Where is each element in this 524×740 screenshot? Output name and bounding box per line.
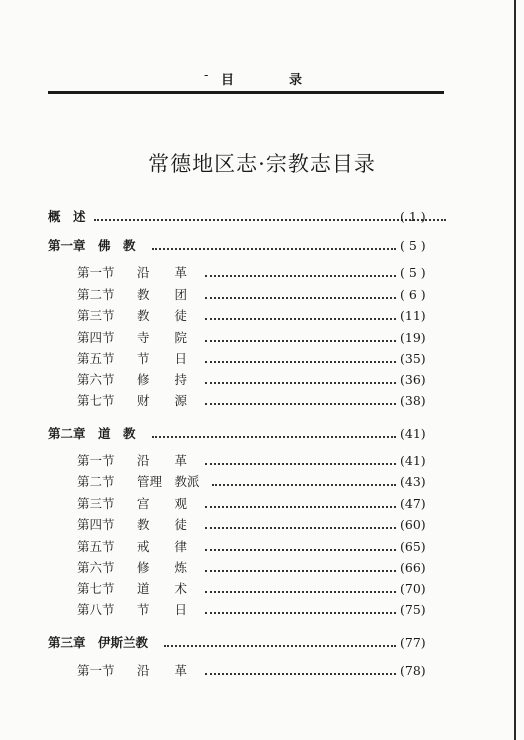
section-number: 第六节	[77, 560, 115, 575]
section-name: 节 日	[137, 602, 188, 617]
section-page: (66)	[400, 560, 426, 575]
section-page: ( 5 )	[400, 265, 426, 280]
section-number: 第八节	[77, 602, 115, 617]
page-edge-line	[514, 0, 516, 740]
leader-dots	[205, 661, 396, 675]
section-number: 第二节	[77, 474, 115, 489]
leader-dots	[164, 633, 396, 647]
section-number: 第五节	[77, 539, 115, 554]
section-name: 道 术	[137, 581, 188, 596]
section-page: (35)	[400, 351, 426, 366]
toc-section	[77, 537, 446, 557]
leader-dots	[205, 515, 396, 529]
leader-dots	[205, 494, 396, 508]
section-number: 第六节	[77, 372, 115, 387]
header-char-2: 录	[289, 73, 303, 88]
leader-dots	[205, 285, 396, 299]
section-name: 寺 院	[137, 330, 188, 345]
section-page: (41)	[400, 453, 426, 468]
section-page: (75)	[400, 602, 426, 617]
leader-dots	[205, 391, 396, 405]
toc-entry-page: ( 1 )	[400, 209, 426, 224]
leader-dots	[152, 236, 396, 250]
section-name: 沿 革	[137, 663, 188, 678]
toc-chapter-page: ( 5 )	[400, 238, 426, 253]
leader-dots	[205, 451, 396, 465]
section-name: 节 日	[137, 351, 188, 366]
header-char-1: 目	[221, 73, 235, 88]
section-number: 第五节	[77, 351, 115, 366]
section-number: 第七节	[77, 393, 115, 408]
section-page: (47)	[400, 496, 426, 511]
section-page: (70)	[400, 581, 426, 596]
leader-dots	[205, 306, 396, 320]
toc-section	[77, 558, 446, 578]
toc-section	[77, 661, 446, 681]
header-rule	[48, 91, 444, 94]
section-name: 教 徒	[137, 308, 188, 323]
section-name: 沿 革	[137, 265, 188, 280]
section-number: 第三节	[77, 308, 115, 323]
section-name: 修 炼	[137, 560, 188, 575]
toc-chapter-1	[48, 236, 446, 256]
toc-chapter-label: 第二章 道 教	[48, 426, 136, 441]
toc-section	[77, 306, 446, 326]
leader-dots	[205, 328, 396, 342]
section-number: 第三节	[77, 496, 115, 511]
toc-chapter-page: (77)	[400, 635, 426, 650]
toc-section	[77, 349, 446, 369]
section-number: 第一节	[77, 453, 115, 468]
toc-section	[77, 285, 446, 305]
section-number: 第四节	[77, 517, 115, 532]
toc-section	[77, 494, 446, 514]
toc-chapter-label: 第三章 伊斯兰教	[48, 635, 149, 650]
leader-dots	[205, 349, 396, 363]
section-name: 教 徒	[137, 517, 188, 532]
section-name: 沿 革	[137, 453, 188, 468]
section-name: 管理 教派	[137, 474, 200, 489]
section-page: (78)	[400, 663, 426, 678]
section-page: ( 6 )	[400, 287, 426, 302]
section-page: (43)	[400, 474, 426, 489]
leader-dots	[205, 558, 396, 572]
section-name: 财 源	[137, 393, 188, 408]
toc-section	[77, 579, 446, 599]
toc-section	[77, 391, 446, 411]
leader-dots	[205, 600, 396, 614]
leader-dots	[205, 263, 396, 277]
toc-section	[77, 451, 446, 471]
leader-dots	[152, 424, 396, 438]
section-number: 第一节	[77, 663, 115, 678]
toc-entry-label: 概 述	[48, 209, 86, 224]
leader-dots	[205, 579, 396, 593]
section-page: (19)	[400, 330, 426, 345]
section-number: 第四节	[77, 330, 115, 345]
toc-entry-overview	[48, 207, 446, 227]
toc-chapter-page: (41)	[400, 426, 426, 441]
toc-section	[77, 263, 446, 283]
page-title: 常德地区志·宗教志目录	[148, 152, 376, 176]
toc-section	[77, 370, 446, 390]
toc-chapter-2	[48, 424, 446, 444]
leader-dots	[205, 537, 396, 551]
toc-section	[77, 600, 446, 620]
leader-dots	[205, 370, 396, 384]
leader-dots	[212, 472, 396, 486]
section-page: (65)	[400, 539, 426, 554]
section-page: (11)	[400, 308, 426, 323]
section-name: 宫 观	[137, 496, 188, 511]
section-number: 第七节	[77, 581, 115, 596]
section-name: 戒 律	[137, 539, 188, 554]
header-dash: -	[204, 68, 209, 83]
section-page: (38)	[400, 393, 426, 408]
section-name: 修 持	[137, 372, 188, 387]
toc-section	[77, 515, 446, 535]
toc-section	[77, 328, 446, 348]
section-page: (60)	[400, 517, 426, 532]
toc-chapter-label: 第一章 佛 教	[48, 238, 136, 253]
toc-section	[77, 472, 446, 492]
toc-chapter-3	[48, 633, 446, 653]
section-name: 教 团	[137, 287, 188, 302]
section-number: 第一节	[77, 265, 115, 280]
section-page: (36)	[400, 372, 426, 387]
leader-dots	[94, 207, 446, 221]
section-number: 第二节	[77, 287, 115, 302]
